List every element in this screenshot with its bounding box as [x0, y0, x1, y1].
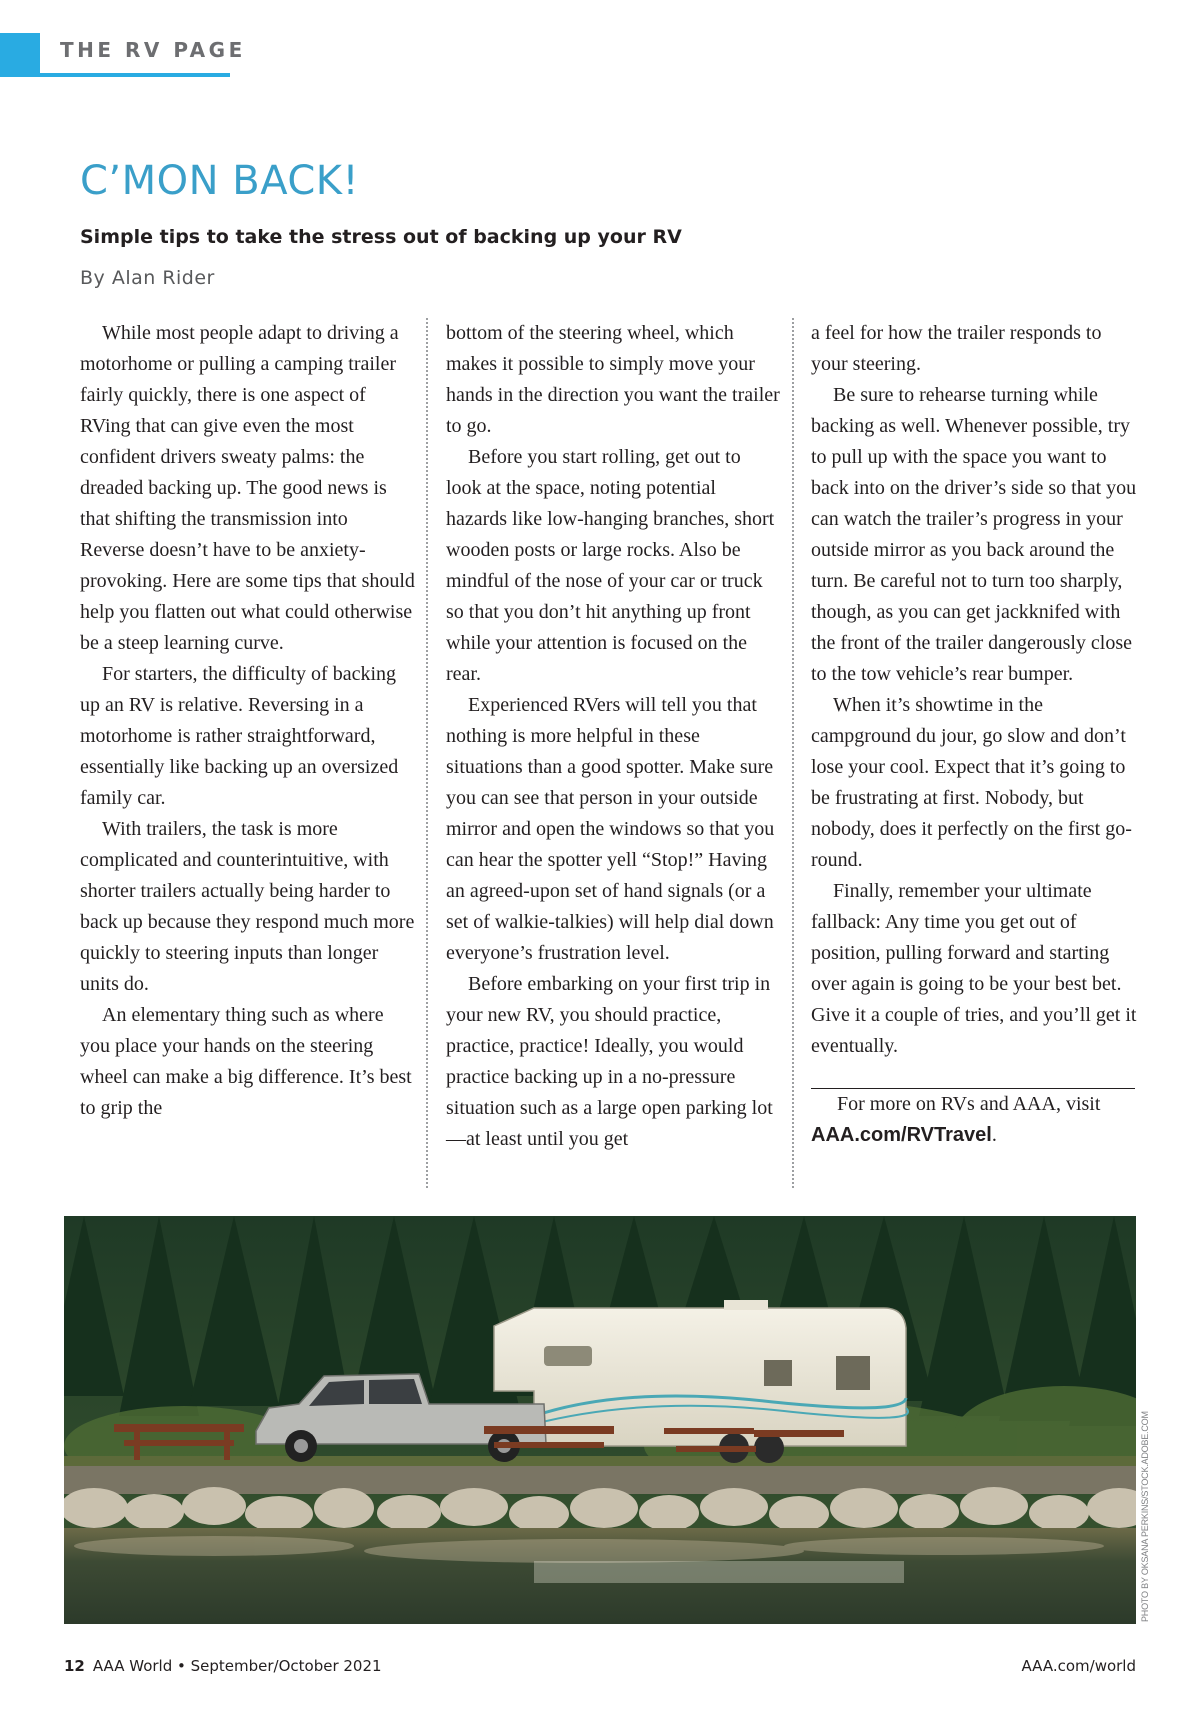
page-number: 12	[64, 1657, 85, 1675]
article-subtitle: Simple tips to take the stress out of backing up your RV	[80, 226, 682, 248]
paragraph: When it’s showtime in the campground du jour, go slow and don’t lose your cool. Expect that it’s going to be frustrating at first. Nobody, but nobody, does it perfectly on the first go-round.	[811, 694, 1132, 871]
more-info-period: .	[991, 1124, 997, 1146]
column-divider	[426, 318, 428, 1188]
section-tab-accent	[0, 33, 40, 77]
photo-credit: PHOTO BY OKSANA PERKINS/STOCK.ADOBE.COM	[1140, 1411, 1150, 1622]
publication-info: AAA World • September/October 2021	[92, 1657, 382, 1675]
footer-publication	[64, 1657, 382, 1675]
paragraph: a feel for how the trailer responds to your steering.	[811, 322, 1102, 375]
paragraph: For starters, the difficulty of backing up an RV is relative. Reversing in a motorhome is rather straightforward, essentially like backing up an oversized family car.	[80, 663, 399, 809]
paragraph: Experienced RVers will tell you that nothing is more helpful in these situations than a good spotter. Make sure you can see that person in your outside mirror and open the windows so that you can hear the spotter yell “Stop!” Having an agreed-upon set of hand signals (or a set of walkie-talkies) will help dial down everyone’s frustration level.	[446, 694, 775, 964]
column-2	[446, 318, 781, 1155]
article-title: C’MON BACK!	[80, 158, 360, 204]
paragraph: Be sure to rehearse turning while backing as well. Whenever possible, try to pull up with the space you want to back into on the driver’s side so that you can watch the trailer’s progress in your outside mirror as you back around the turn. Be careful not to turn too sharply, though, as you can get jackknifed with the front of the trailer dangerously close to the tow vehicle’s rear bumper.	[811, 384, 1137, 685]
column-1	[80, 318, 415, 1124]
column-divider	[792, 318, 794, 1188]
footer-website[interactable]: AAA.com/world	[1021, 1657, 1136, 1675]
rv-campsite-photo	[64, 1216, 1136, 1624]
paragraph: An elementary thing such as where you place your hands on the steering wheel can make a big difference. It’s best to grip the	[80, 1004, 412, 1119]
paragraph: bottom of the steering wheel, which makes it possible to simply move your hands in the direction you want the trailer to go.	[446, 322, 780, 437]
more-info-text: For more on RVs and AAA, visit	[837, 1093, 1101, 1115]
article-body	[80, 318, 1138, 1188]
paragraph: Before you start rolling, get out to look at the space, noting potential hazards like low-hanging branches, short wooden posts or large rocks. Also be mindful of the nose of your car or truck so that you don’t hit anything up front while your attention is focused on the rear.	[446, 446, 775, 685]
column-3	[811, 318, 1141, 1151]
photo-illustration	[64, 1216, 1136, 1624]
paragraph: With trailers, the task is more complicated and counterintuitive, with shorter trailers actually being harder to back up because they respond much more quickly to steering inputs than longer units do.	[80, 818, 415, 995]
paragraph: Finally, remember your ultimate fallback: Any time you get out of position, pulling forward and starting over again is going to be your best bet. Give it a couple of tries, and you’ll get it eventually.	[811, 880, 1137, 1057]
paragraph: Before embarking on your first trip in your new RV, you should practice, practice, practice! Ideally, you would practice backing up in a no-pressure situation such as a large open parking lot—at least until you get	[446, 973, 773, 1150]
rv-travel-link[interactable]: AAA.com/RVTravel	[811, 1124, 992, 1146]
fifth-wheel-trailer	[494, 1300, 908, 1463]
section-label: THE RV PAGE	[60, 38, 246, 62]
paragraph: While most people adapt to driving a motorhome or pulling a camping trailer fairly quickly, there is one aspect of RVing that can give even the most confident drivers sweaty palms: the dreaded backing up. The good news is that shifting the transmission into Reverse doesn’t have to be anxiety-provoking. Here are some tips that should help you flatten out what could otherwise be a steep learning curve.	[80, 322, 415, 654]
article-byline: By Alan Rider	[80, 267, 215, 289]
section-underline	[40, 73, 230, 77]
more-info	[811, 1089, 1141, 1151]
